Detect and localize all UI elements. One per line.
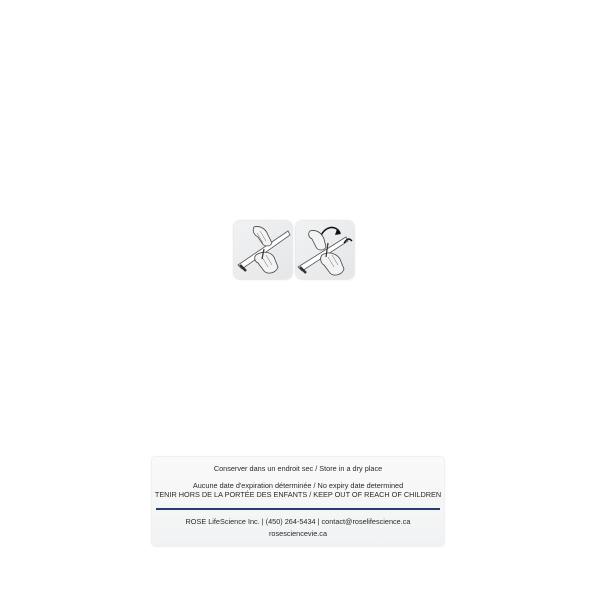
hands-opening-packet-icon	[234, 221, 292, 279]
label-divider	[156, 508, 440, 510]
usage-instructions	[234, 221, 360, 279]
company-contact: ROSE LifeScience Inc. | (450) 264-5434 | contact@roselifescience.ca	[185, 517, 411, 526]
hands-tearing-packet-icon	[296, 221, 354, 279]
company-website: rosesciencevie.ca	[269, 529, 327, 538]
expiry-notice: Aucune date d'expiration déterminée / No expiry date determined	[192, 481, 404, 490]
children-warning: TENIR HORS DE LA PORTÉE DES ENFANTS / KEEP OUT OF REACH OF CHILDREN	[154, 490, 442, 499]
storage-instruction: Conserver dans un endroit sec / Store in a dry place	[213, 464, 383, 473]
product-label	[152, 457, 444, 546]
